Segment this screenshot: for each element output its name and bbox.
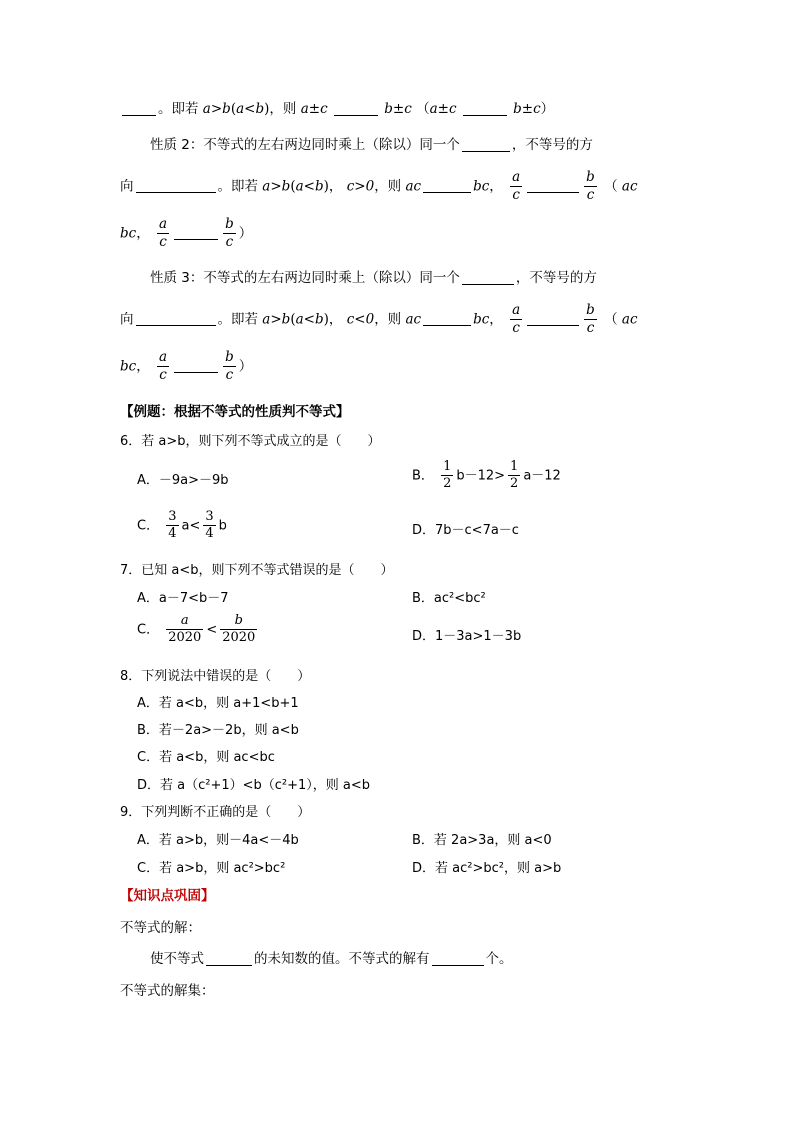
q6-option-a: A．－9a>－9b [137,473,229,488]
q9-option-b: B．若 2a>3a，则 a<0 [412,833,552,848]
question-8-stem: 8．下列说法中错误的是（ ） [120,669,311,684]
fraction: $\frac{b}{c}$ [225,216,234,250]
text: 个。 [485,951,513,967]
blank [527,179,579,194]
fraction: $\frac{b}{c}$ [586,169,595,203]
blank [136,312,216,327]
text: a－12 [523,468,561,484]
blank [206,952,252,967]
blank [463,102,507,117]
q6-option-c [137,510,227,542]
q6-option-d: D．7b－c<7a－c [412,523,519,538]
question-7-stem: 7．已知 a<b，则下列不等式错误的是（ ） [120,563,394,578]
blank [462,138,510,153]
fraction-three-quarters [166,510,178,542]
property-label: 性质 2： [150,137,204,153]
text: 。即若 [217,178,258,195]
fraction: $\frac{b}{c}$ [225,349,234,383]
property1-tail-line: 。即若 a>b(a<b)，则 a±c b±c （a±c b±c） [120,97,554,117]
property3-line3: bc， $\frac{a}{c}$ $\frac{b}{c}$ ） [120,349,253,383]
property2-line2: 向 。即若 a>b(a<b)， c>0，则 ac bc， $\frac{a}{c}$ $\frac{b}{c}$ （ ac [120,169,638,203]
q8-option-d: D．若 a（c²+1）<b（c²+1），则 a<b [137,778,371,793]
property2-line1 [150,133,593,153]
solution-title: 不等式的解： [120,920,201,936]
knowledge-heading: 【知识点巩固】 [120,888,215,904]
property3-line1 [150,266,597,286]
numerator: 3 [203,510,215,526]
blank [174,359,218,374]
property-label: 性质 3： [150,270,204,286]
blank [334,102,378,117]
denominator: 2 [510,476,519,492]
blank [122,102,156,117]
option-label: C． [137,518,160,534]
numerator: 3 [166,510,178,526]
condition: c<0 [346,311,375,328]
text: ，不等号的方 [515,270,597,286]
option-label: C． [137,622,160,638]
q9-option-c: C．若 a>b，则 ac²>bc² [137,861,286,876]
text: a< [181,518,201,534]
blank [174,226,218,241]
q7-option-b: B．ac²<bc² [412,591,486,606]
denominator: 2020 [168,630,202,646]
blank [527,312,579,327]
blank [432,952,484,967]
q8-option-a: A．若 a<b，则 a+1<b+1 [137,696,299,711]
text: ，则 [374,311,402,328]
blank [423,312,471,327]
text: ） [540,101,555,117]
fraction: $\frac{b}{c}$ [586,302,595,336]
q9-option-d: D．若 ac²>bc²，则 a>b [412,861,562,876]
property3-line2: 向 。即若 a>b(a<b)， c<0，则 ac bc， $\frac{a}{c}$ $\frac{b}{c}$ （ ac [120,302,638,336]
question-9-stem: 9．下列判断不正确的是（ ） [120,805,311,820]
text: b [218,518,227,534]
fraction: $\frac{a}{c}$ [159,349,168,383]
fraction: $\frac{a}{c}$ [512,169,521,203]
q6-option-b [412,460,561,492]
fraction-three-quarters [203,510,215,542]
blank [136,179,216,194]
fraction-half [441,460,453,492]
text: 。即若 [217,311,258,328]
example-heading: 【例题：根据不等式的性质判不等式】 [120,404,350,420]
question-6-stem: 6．若 a>b，则下列不等式成立的是（ ） [120,434,381,449]
text: 不等式的左右两边同时乘上（除以）同一个 [203,270,460,286]
text: 使不等式 [150,951,204,967]
fraction: $\frac{a}{c}$ [159,216,168,250]
q7-option-d: D．1－3a>1－3b [412,629,522,644]
numerator: b [220,614,257,630]
solution-set-title: 不等式的解集： [120,983,215,999]
denominator: 4 [205,526,214,542]
solution-definition [150,947,513,967]
q8-option-c: C．若 a<b，则 ac<bc [137,750,275,765]
text: ，则 [374,178,402,195]
blank [462,271,514,286]
text: 向 [120,311,134,328]
numerator: 1 [508,460,520,476]
numerator: 1 [441,460,453,476]
fraction [166,614,203,646]
fraction: $\frac{a}{c}$ [512,302,521,336]
fraction [220,614,257,646]
text: （ [416,101,430,117]
text: 不等式的左右两边同时乘上（除以）同一个 [203,137,460,153]
q8-option-b: B．若－2a>－2b，则 a<b [137,723,299,738]
property2-line3: bc， $\frac{a}{c}$ $\frac{b}{c}$ ） [120,216,253,250]
condition: c>0 [346,178,375,195]
q7-option-a: A．a－7<b－7 [137,591,229,606]
text: b－12> [456,468,506,484]
option-label: B． [412,468,434,484]
text: ，不等号的方 [511,137,593,153]
text: 的未知数的值。不等式的解有 [254,951,430,967]
denominator: 2 [443,476,452,492]
denominator: 2020 [222,630,256,646]
fraction-half [508,460,520,492]
denominator: 4 [168,526,177,542]
numerator: a [166,614,203,630]
text: ，则 [269,101,297,117]
q9-option-a: A．若 a>b，则－4a<－4b [137,833,299,848]
text: 向 [120,178,134,195]
text: 。即若 [158,101,199,117]
q7-option-c: C． $\frac{a}{2020}$ < $\frac{b}{2020}$ [137,613,256,646]
blank [423,179,471,194]
